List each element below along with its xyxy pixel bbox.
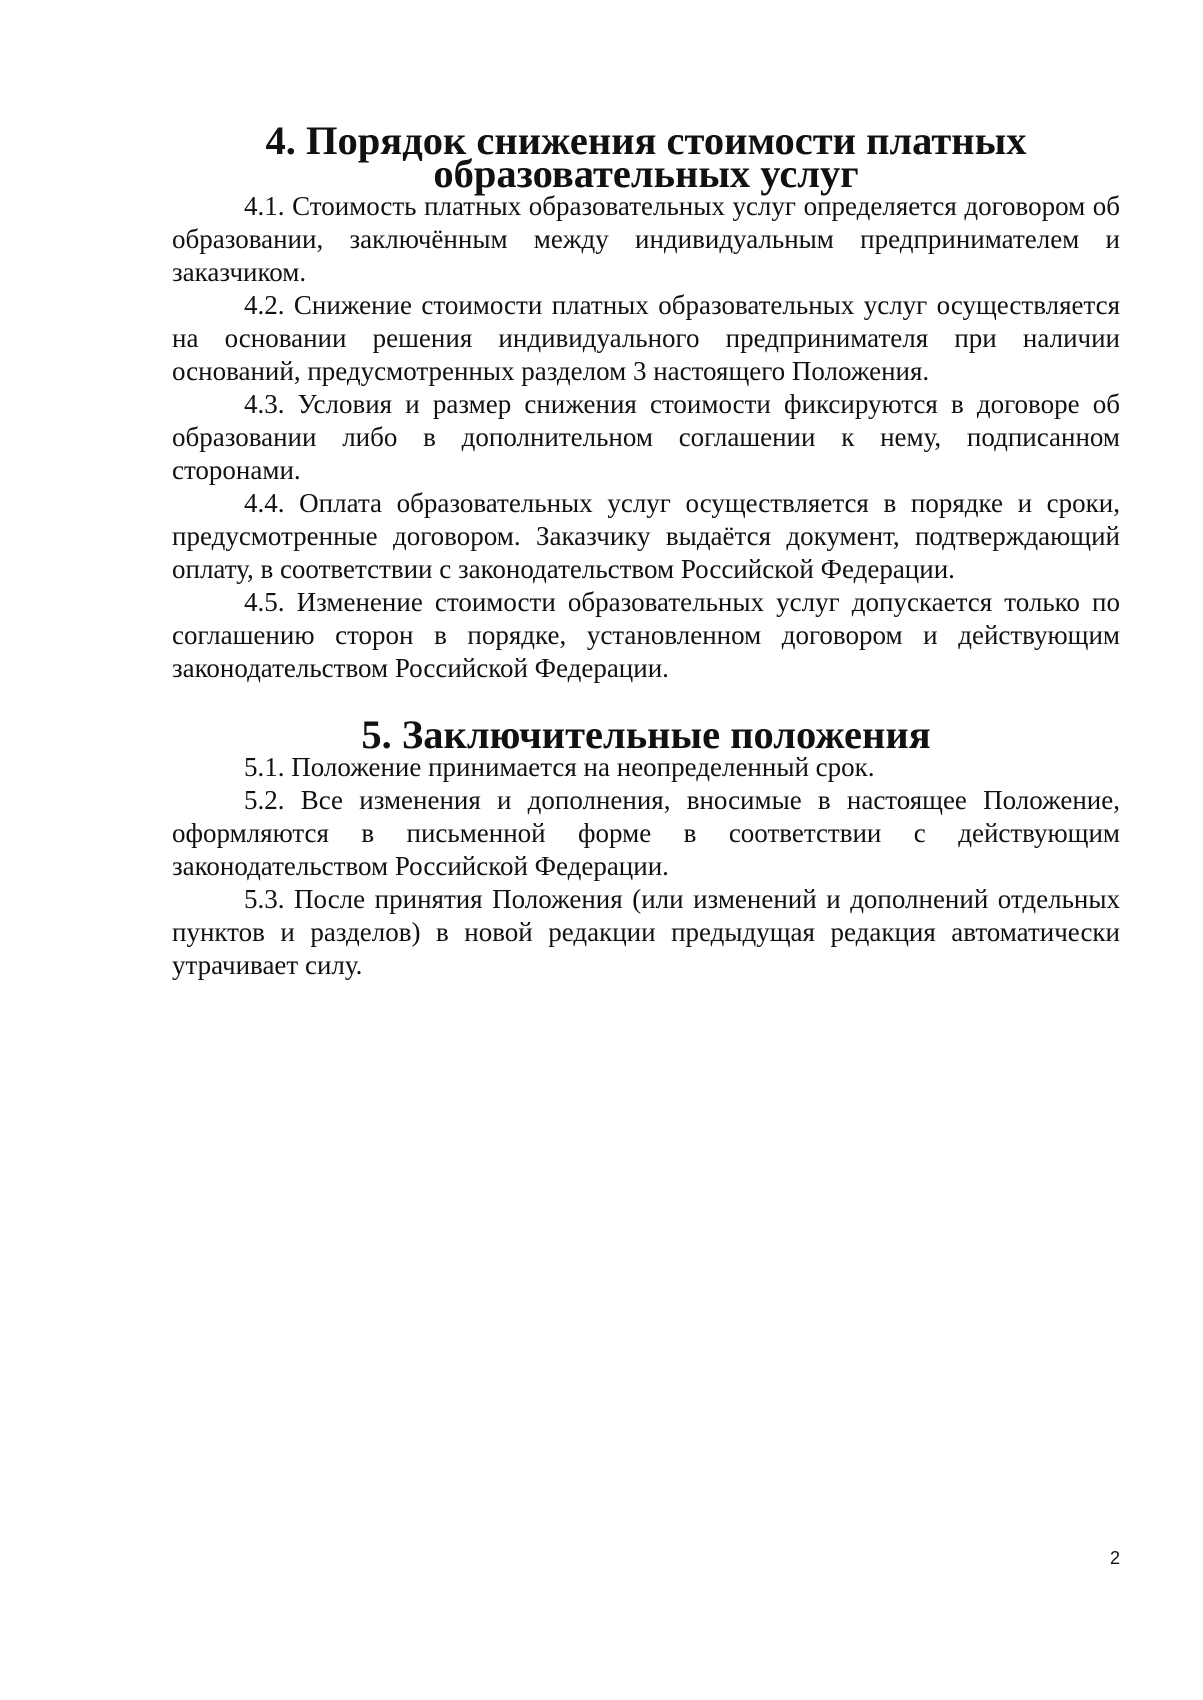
clause-4-3: 4.3. Условия и размер снижения стоимости фиксируются в договоре об образовании либо в дополнительном соглашении к нему, подписанном сторонами. — [172, 389, 1120, 485]
clause-5-2: 5.2. Все изменения и дополнения, вносимые в настоящее Положение, оформляются в письменной форме в соответствии с действующим законодательством Российской Федерации. — [172, 785, 1120, 881]
clause-4-5: 4.5. Изменение стоимости образовательных услуг допускается только по соглашению сторон в порядке, установленном договором и действующим законодательством Российской Федерации. — [172, 587, 1120, 683]
clause-4-2: 4.2. Снижение стоимости платных образовательных услуг осуществляется на основании решения индивидуального предпринимателя при наличии оснований, предусмотренных разделом 3 настоящего Положения. — [172, 290, 1120, 386]
clause-5-1: 5.1. Положение принимается на неопределенный срок. — [244, 752, 875, 782]
section-5-title: 5. Заключительные положения — [361, 712, 931, 757]
page-number: 2 — [1110, 1548, 1121, 1568]
clause-5-3: 5.3. После принятия Положения (или изменений и дополнений отдельных пунктов и разделов) в новой редакции предыдущая редакция автоматически утрачивает силу. — [172, 884, 1120, 980]
document-body — [172, 118, 1120, 982]
clause-4-1: 4.1. Стоимость платных образовательных услуг определяется договором об образовании, заключённым между индивидуальным предпринимателем и заказчиком. — [172, 191, 1120, 287]
section-4-title: 4. Порядок снижения стоимости платных образовательных услуг — [265, 118, 1027, 196]
clause-4-4: 4.4. Оплата образовательных услуг осуществляется в порядке и сроки, предусмотренные договором. Заказчику выдаётся документ, подтверждающий оплату, в соответствии с законодательством Российской Федерации. — [172, 488, 1120, 584]
